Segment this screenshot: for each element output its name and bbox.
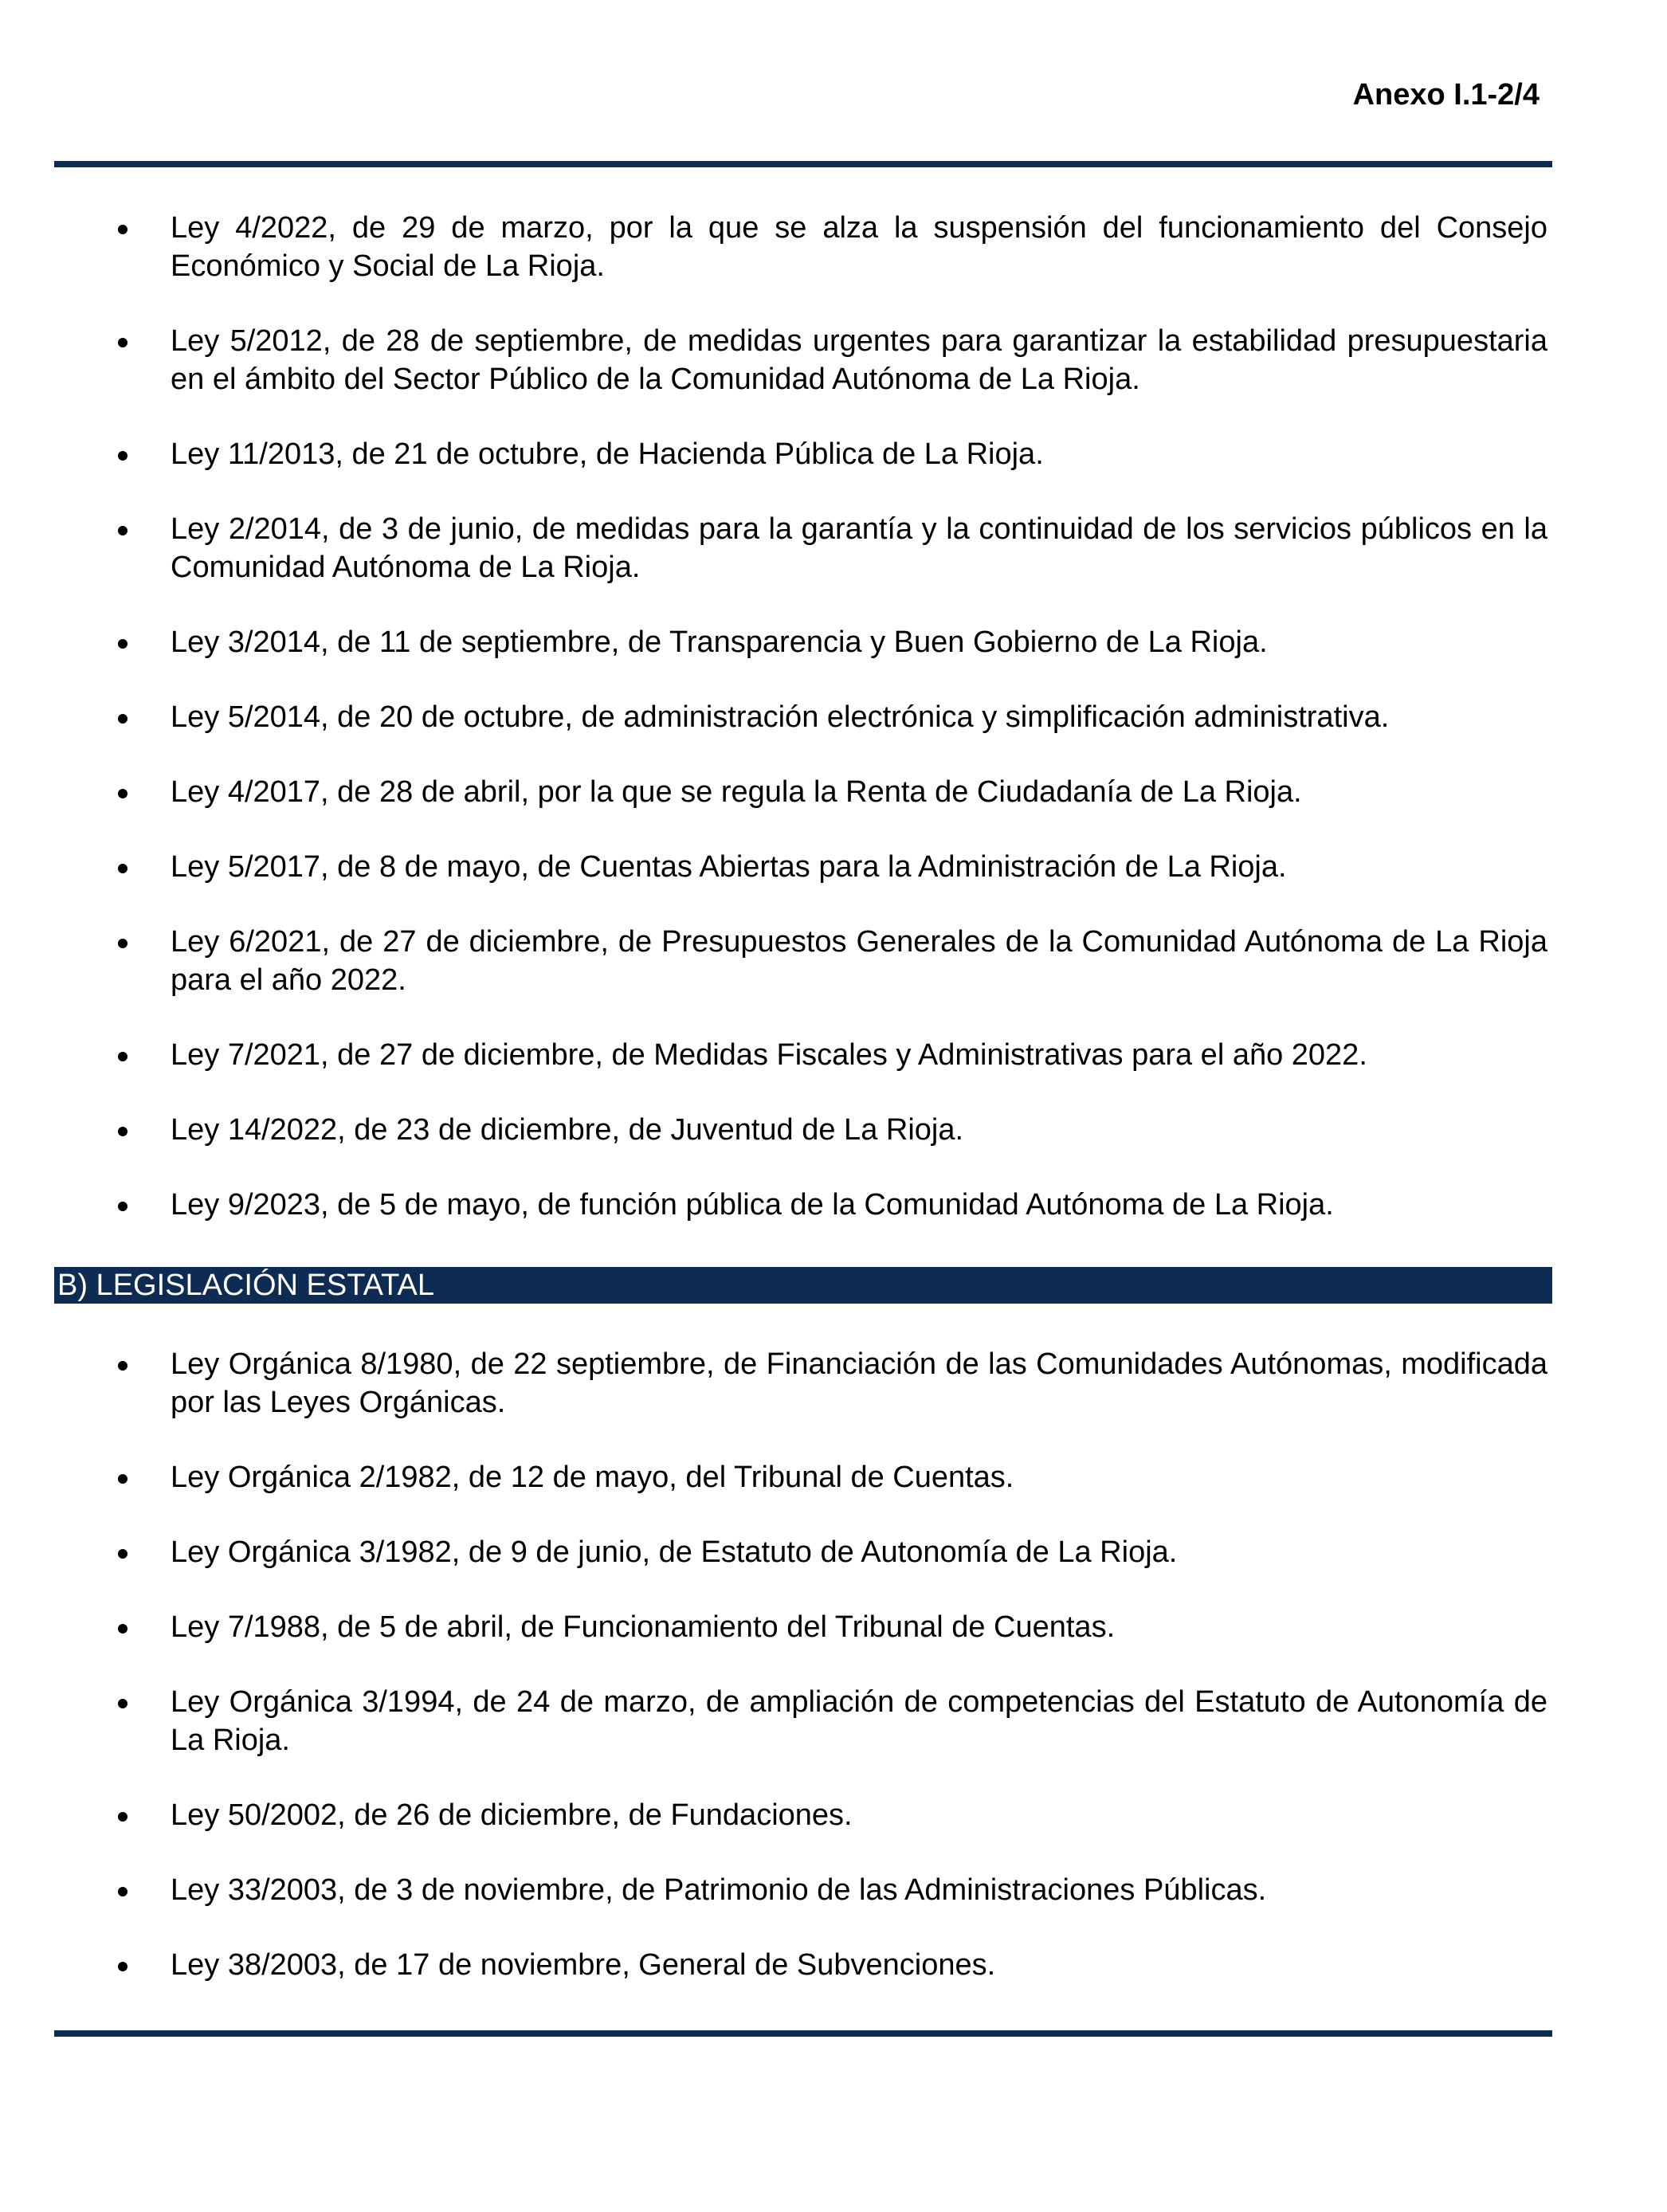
list-item xyxy=(0,1345,1667,1422)
list-item xyxy=(0,1871,1667,1909)
section-heading-state-legislation: B) LEGISLACIÓN ESTATAL xyxy=(54,1267,1552,1304)
bottom-rule xyxy=(54,2030,1552,2037)
list-item-text: Ley 38/2003, de 17 de noviembre, General de Subvenciones. xyxy=(171,1948,996,1982)
bullet-icon xyxy=(118,1202,127,1211)
list-item-text: Ley 4/2017, de 28 de abril, por la que se regula la Renta de Ciudadanía de La Rioja. xyxy=(171,775,1302,809)
list-item xyxy=(0,848,1667,886)
list-item xyxy=(0,1533,1667,1571)
list-item-text: Ley 11/2013, de 21 de octubre, de Hacienda Pública de La Rioja. xyxy=(171,437,1044,471)
bullet-icon xyxy=(118,1127,127,1136)
list-item-text: Ley 5/2017, de 8 de mayo, de Cuentas Abiertas para la Administración de La Rioja. xyxy=(171,850,1287,884)
list-item-text: Ley 33/2003, de 3 de noviembre, de Patrimonio de las Administraciones Públicas. xyxy=(171,1873,1267,1907)
bullet-icon xyxy=(118,1962,127,1971)
bullet-icon xyxy=(118,338,127,347)
bullet-icon xyxy=(118,1474,127,1484)
list-item xyxy=(0,510,1667,586)
bullet-icon xyxy=(118,1361,127,1371)
list-item xyxy=(0,1796,1667,1834)
state-legislation-list xyxy=(0,1345,1667,2021)
bullet-icon xyxy=(118,864,127,873)
list-item-text: Ley 6/2021, de 27 de diciembre, de Presupuestos Generales de la Comunidad Autónoma de La Rioja para el año 2022. xyxy=(171,925,1547,997)
list-item-text: Ley 3/2014, de 11 de septiembre, de Transparencia y Buen Gobierno de La Rioja. xyxy=(171,626,1268,659)
bullet-icon xyxy=(118,714,127,724)
list-item xyxy=(0,623,1667,661)
list-item xyxy=(0,1946,1667,1984)
list-item-text: Ley Orgánica 3/1994, de 24 de marzo, de ampliación de competencias del Estatuto de Autonomía de La Rioja. xyxy=(171,1685,1547,1757)
bullet-icon xyxy=(118,451,127,461)
bullet-icon xyxy=(118,1549,127,1559)
bullet-icon xyxy=(118,1624,127,1634)
list-item xyxy=(0,1111,1667,1149)
list-item xyxy=(0,1683,1667,1759)
list-item xyxy=(0,1608,1667,1646)
list-item xyxy=(0,698,1667,736)
list-item xyxy=(0,1186,1667,1224)
list-item xyxy=(0,923,1667,999)
top-rule xyxy=(54,161,1552,167)
list-item-text: Ley 2/2014, de 3 de junio, de medidas para la garantía y la continuidad de los servicios públicos en la Comunidad Autónoma de La Rioja. xyxy=(171,512,1547,584)
list-item-text: Ley 5/2012, de 28 de septiembre, de medidas urgentes para garantizar la estabilidad presupuestaria en el ámbito del Sector Público de la Comunidad Autónoma de La Rioja. xyxy=(171,324,1547,396)
regional-legislation-list xyxy=(0,209,1667,1261)
bullet-icon xyxy=(118,939,127,948)
list-item-text: Ley Orgánica 2/1982, de 12 de mayo, del Tribunal de Cuentas. xyxy=(171,1461,1014,1494)
list-item xyxy=(0,773,1667,811)
list-item xyxy=(0,435,1667,473)
bullet-icon xyxy=(118,225,127,234)
list-item-text: Ley 9/2023, de 5 de mayo, de función pública de la Comunidad Autónoma de La Rioja. xyxy=(171,1188,1334,1222)
bullet-icon xyxy=(118,1052,127,1061)
list-item xyxy=(0,209,1667,285)
list-item-text: Ley 4/2022, de 29 de marzo, por la que se alza la suspensión del funcionamiento del Consejo Económico y Social de La Rioja. xyxy=(171,211,1547,283)
annex-label: Anexo I.1-2/4 xyxy=(1352,78,1540,112)
list-item xyxy=(0,322,1667,398)
list-item-text: Ley 7/1988, de 5 de abril, de Funcionamiento del Tribunal de Cuentas. xyxy=(171,1610,1116,1644)
bullet-icon xyxy=(118,789,127,798)
bullet-icon xyxy=(118,1812,127,1822)
list-item-text: Ley 7/2021, de 27 de diciembre, de Medidas Fiscales y Administrativas para el año 2022. xyxy=(171,1038,1367,1072)
bullet-icon xyxy=(118,1699,127,1708)
list-item xyxy=(0,1458,1667,1496)
bullet-icon xyxy=(118,1887,127,1896)
list-item-text: Ley 50/2002, de 26 de diciembre, de Fundaciones. xyxy=(171,1798,853,1832)
list-item-text: Ley Orgánica 3/1982, de 9 de junio, de Estatuto de Autonomía de La Rioja. xyxy=(171,1535,1178,1569)
list-item-text: Ley 5/2014, de 20 de octubre, de administración electrónica y simplificación administrativa. xyxy=(171,700,1390,734)
list-item-text: Ley Orgánica 8/1980, de 22 septiembre, de Financiación de las Comunidades Autónomas, modificada por las Leyes Orgánicas. xyxy=(171,1347,1547,1419)
bullet-icon xyxy=(118,639,127,649)
bullet-icon xyxy=(118,526,127,535)
list-item xyxy=(0,1036,1667,1074)
list-item-text: Ley 14/2022, de 23 de diciembre, de Juventud de La Rioja. xyxy=(171,1113,964,1147)
